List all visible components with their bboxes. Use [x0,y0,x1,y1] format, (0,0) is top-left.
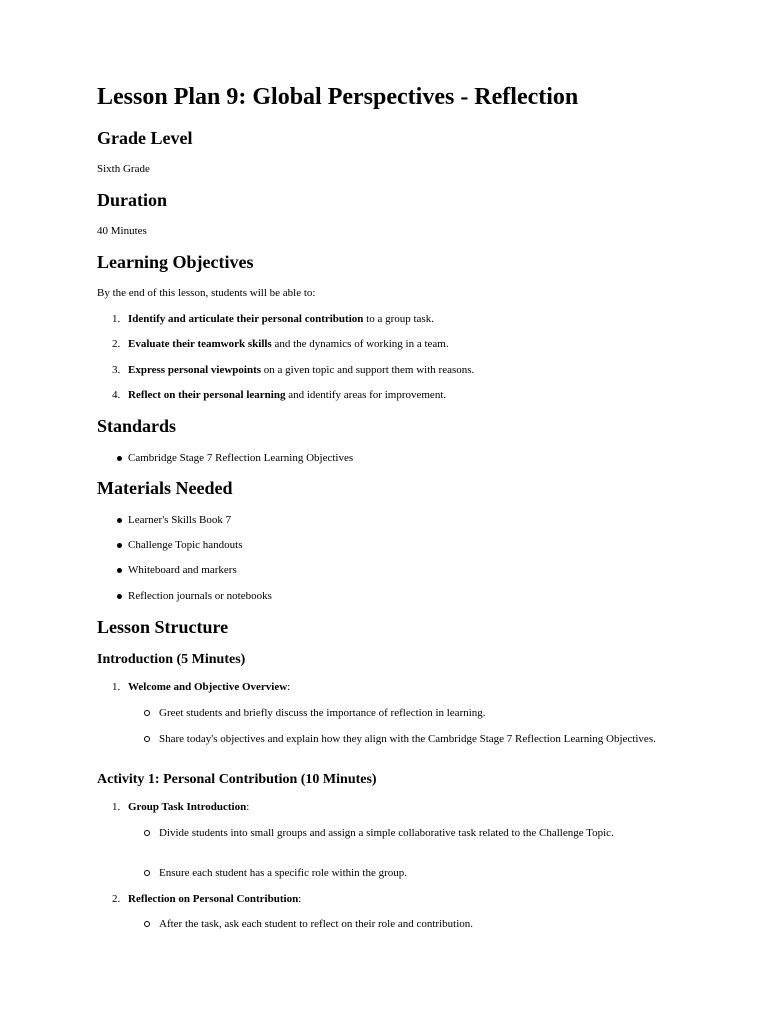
learning-objectives-intro: By the end of this lesson, students will be able to: [97,287,316,299]
objective-text: to a group task. [363,313,434,325]
lesson-structure-heading: Lesson Structure [97,617,229,637]
objective-number: 2. [112,338,121,350]
objective-number: 4. [112,389,121,401]
grade-level-value: Sixth Grade [97,163,150,175]
step-title: Welcome and Objective Overview [128,681,288,693]
activity1-heading: Activity 1: Personal Contribution (10 Minutes) [97,772,377,787]
bullet-icon [117,518,122,523]
objective-emphasis: Reflect on their personal learning [128,389,286,401]
duration-value: 40 Minutes [97,225,147,237]
learning-objectives-heading: Learning Objectives [97,252,254,272]
objective-emphasis: Evaluate their teamwork skills [128,338,272,350]
objective-emphasis: Express personal viewpoints [128,364,262,376]
duration-heading: Duration [97,190,168,210]
grade-level-heading: Grade Level [97,128,193,148]
page-title: Lesson Plan 9: Global Perspectives - Reflection [97,84,579,110]
step-title: Group Task Introduction [128,801,247,813]
materials-heading: Materials Needed [97,478,233,498]
circle-bullet-icon [144,870,150,876]
objective-text: on a given topic and support them with reasons. [261,364,475,376]
circle-bullet-icon [144,921,150,927]
circle-bullet-icon [144,736,150,742]
step-title: Reflection on Personal Contribution [128,893,299,905]
objective-text: and identify areas for improvement. [285,389,447,401]
standards-heading: Standards [97,416,177,436]
objective-number: 1. [112,313,121,325]
bullet-icon [117,568,122,573]
objective-text: and the dynamics of working in a team. [271,338,449,350]
objective-number: 3. [112,364,121,376]
bullet-icon [117,594,122,599]
bullet-icon [117,543,122,548]
circle-bullet-icon [144,830,150,836]
circle-bullet-icon [144,710,150,716]
bullet-icon [117,456,122,461]
objective-emphasis: Identify and articulate their personal contribution [128,313,364,325]
introduction-heading: Introduction (5 Minutes) [97,652,246,667]
